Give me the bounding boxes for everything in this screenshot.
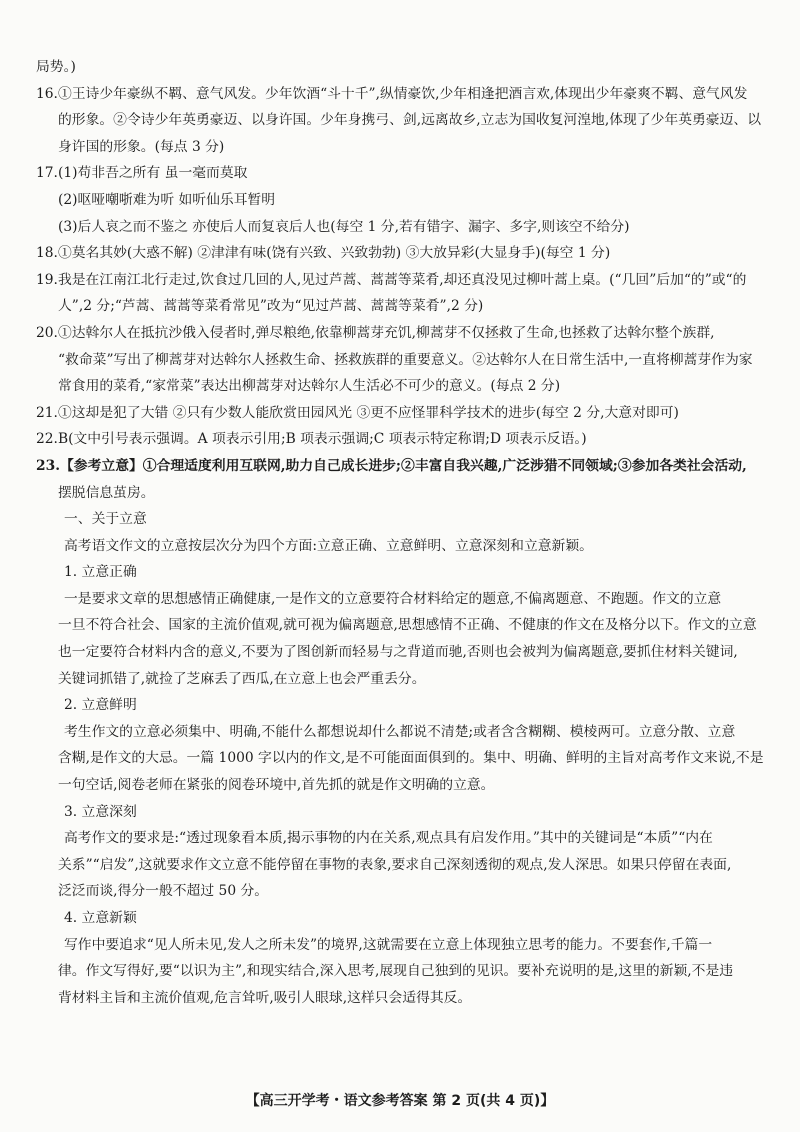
text-line: (2)呕哑嘲哳难为听 如听仙乐耳暂明 (58, 191, 276, 208)
text-line: 18.①莫名其妙(大惑不解) ②津津有味(饶有兴致、兴致勃勃) ③大放异彩(大显身手)(每空 1 分) (36, 245, 611, 262)
text-line: 考生作文的立意必须集中、明确,不能什么都想说却什么都说不清楚;或者含含糊糊、模棱两可。立意分散、立意 (64, 723, 736, 740)
text-line: 一是要求文章的思想感情正确健康,一是作文的立意要符合材料给定的题意,不偏离题意、不跑题。作文的立意 (64, 590, 722, 607)
text-line: 也一定要符合材料内含的意义,不要为了图创新而轻易与之背道而驰,否则也会被判为偏离题意,要抓住材料关键词, (58, 644, 738, 661)
text-line: 关系”“启发”,这就要求作文立意不能停留在事物的表象,要求自己深刻透彻的观点,发人深思。如果只停留在表面, (58, 856, 732, 873)
text-line: 含糊,是作文的大忌。一篇 1000 字以内的作文,是不可能面面俱到的。集中、明确、鲜明的主旨对高考作文来说,不是 (58, 750, 764, 767)
text-line: 身许国的形象。(每点 3 分) (58, 138, 225, 155)
text-line: 高考作文的要求是:“透过现象看本质,揭示事物的内在关系,观点具有启发作用。”其中的关键词是“本质”“内在 (64, 830, 713, 847)
text-line: 17.(1)苟非吾之所有 虽一毫而莫取 (36, 165, 248, 182)
text-line: 2. 立意鲜明 (64, 697, 137, 714)
text-line: 背材料主旨和主流价值观,危言耸听,吸引人眼球,这样只会适得其反。 (58, 989, 472, 1006)
text-line: 23.【参考立意】①合理适度利用互联网,助力自己成长进步;②丰富自我兴趣,广泛涉猎不同领域;③参加各类社会活动, (36, 457, 747, 474)
text-line: 20.①达斡尔人在抵抗沙俄入侵者时,弹尽粮绝,依靠柳蒿芽充饥,柳蒿芽不仅拯救了生命,也拯救了达斡尔整个族群, (36, 324, 715, 341)
text-line: 一旦不符合社会、国家的主流价值观,就可视为偏离题意,思想感情不正确、不健康的作文在及格分以下。作文的立意 (58, 617, 757, 634)
text-line: 22.B(文中引号表示强调。A 项表示引用;B 项表示强调;C 项表示特定称谓;D 项表示反语。) (36, 431, 587, 448)
text-line: 写作中要追求“见人所未见,发人之所未发”的境界,这就需要在立意上体现独立思考的能力。不要套作,千篇一 (64, 936, 713, 953)
text-line: 人”,2 分;“芦蒿、蒿蒿等菜肴常见”改为“见过芦蒿、蒿蒿等菜肴”,2 分) (58, 298, 484, 315)
text-line: 16.①王诗少年豪纵不羁、意气风发。少年饮酒“斗十千”,纵情豪饮,少年相逢把酒言欢,体现出少年豪爽不羁、意气风发 (36, 85, 748, 102)
text-line: 21.①这却是犯了大错 ②只有少数人能欣赏田园风光 ③更不应怪罪科学技术的进步(每空 2 分,大意对即可) (36, 404, 679, 421)
text-line: 局势。) (36, 59, 76, 75)
text-line: 的形象。②令诗少年英勇豪迈、以身许国。少年身携弓、剑,远离故乡,立志为国收复河湟地,体现了少年英勇豪迈、以 (58, 112, 761, 129)
text-line: 摆脱信息茧房。 (58, 484, 155, 501)
text-line: 一、关于立意 (64, 511, 147, 528)
text-line: 4. 立意新颖 (64, 910, 137, 926)
text-line: 3. 立意深刻 (64, 803, 137, 820)
page-footer: 【高三开学考・语文参考答案 第 2 页(共 4 页)】 (245, 1093, 555, 1109)
text-line: 常食用的菜肴,“家常菜”表达出柳蒿芽对达斡尔人生活必不可少的意义。(每点 2 分) (58, 378, 561, 395)
answer-content (36, 54, 766, 1011)
text-line: 一句空话,阅卷老师在紧张的阅卷环境中,首先抓的就是作文明确的立意。 (58, 777, 495, 794)
text-line: 泛泛而谈,得分一般不超过 50 分。 (58, 883, 269, 900)
text-line: 19.我是在江南江北行走过,饮食过几回的人,见过芦蒿、蒿蒿等菜肴,却还真没见过柳叶蒿上桌。(“几回”后加“的”或“的 (36, 271, 747, 288)
text-line: (3)后人哀之而不鉴之 亦使后人而复哀后人也(每空 1 分,若有错字、漏字、多字,则该空不给分) (58, 218, 630, 235)
text-line: “救命菜”写出了柳蒿芽对达斡尔人拯救生命、拯救族群的重要意义。②达斡尔人在日常生活中,一直将柳蒿芽作为家 (58, 351, 753, 368)
text-line: 关键词抓错了,就捡了芝麻丢了西瓜,在立意上也会严重丢分。 (58, 670, 426, 687)
text-line: 1. 立意正确 (64, 564, 137, 581)
text-line: 高考语文作文的立意按层次分为四个方面:立意正确、立意鲜明、立意深刻和立意新颖。 (64, 537, 593, 554)
text-line: 律。作文写得好,要“以识为主”,和现实结合,深入思考,展现自己独到的见识。要补充说明的是,这里的新颖,不是违 (58, 963, 734, 980)
